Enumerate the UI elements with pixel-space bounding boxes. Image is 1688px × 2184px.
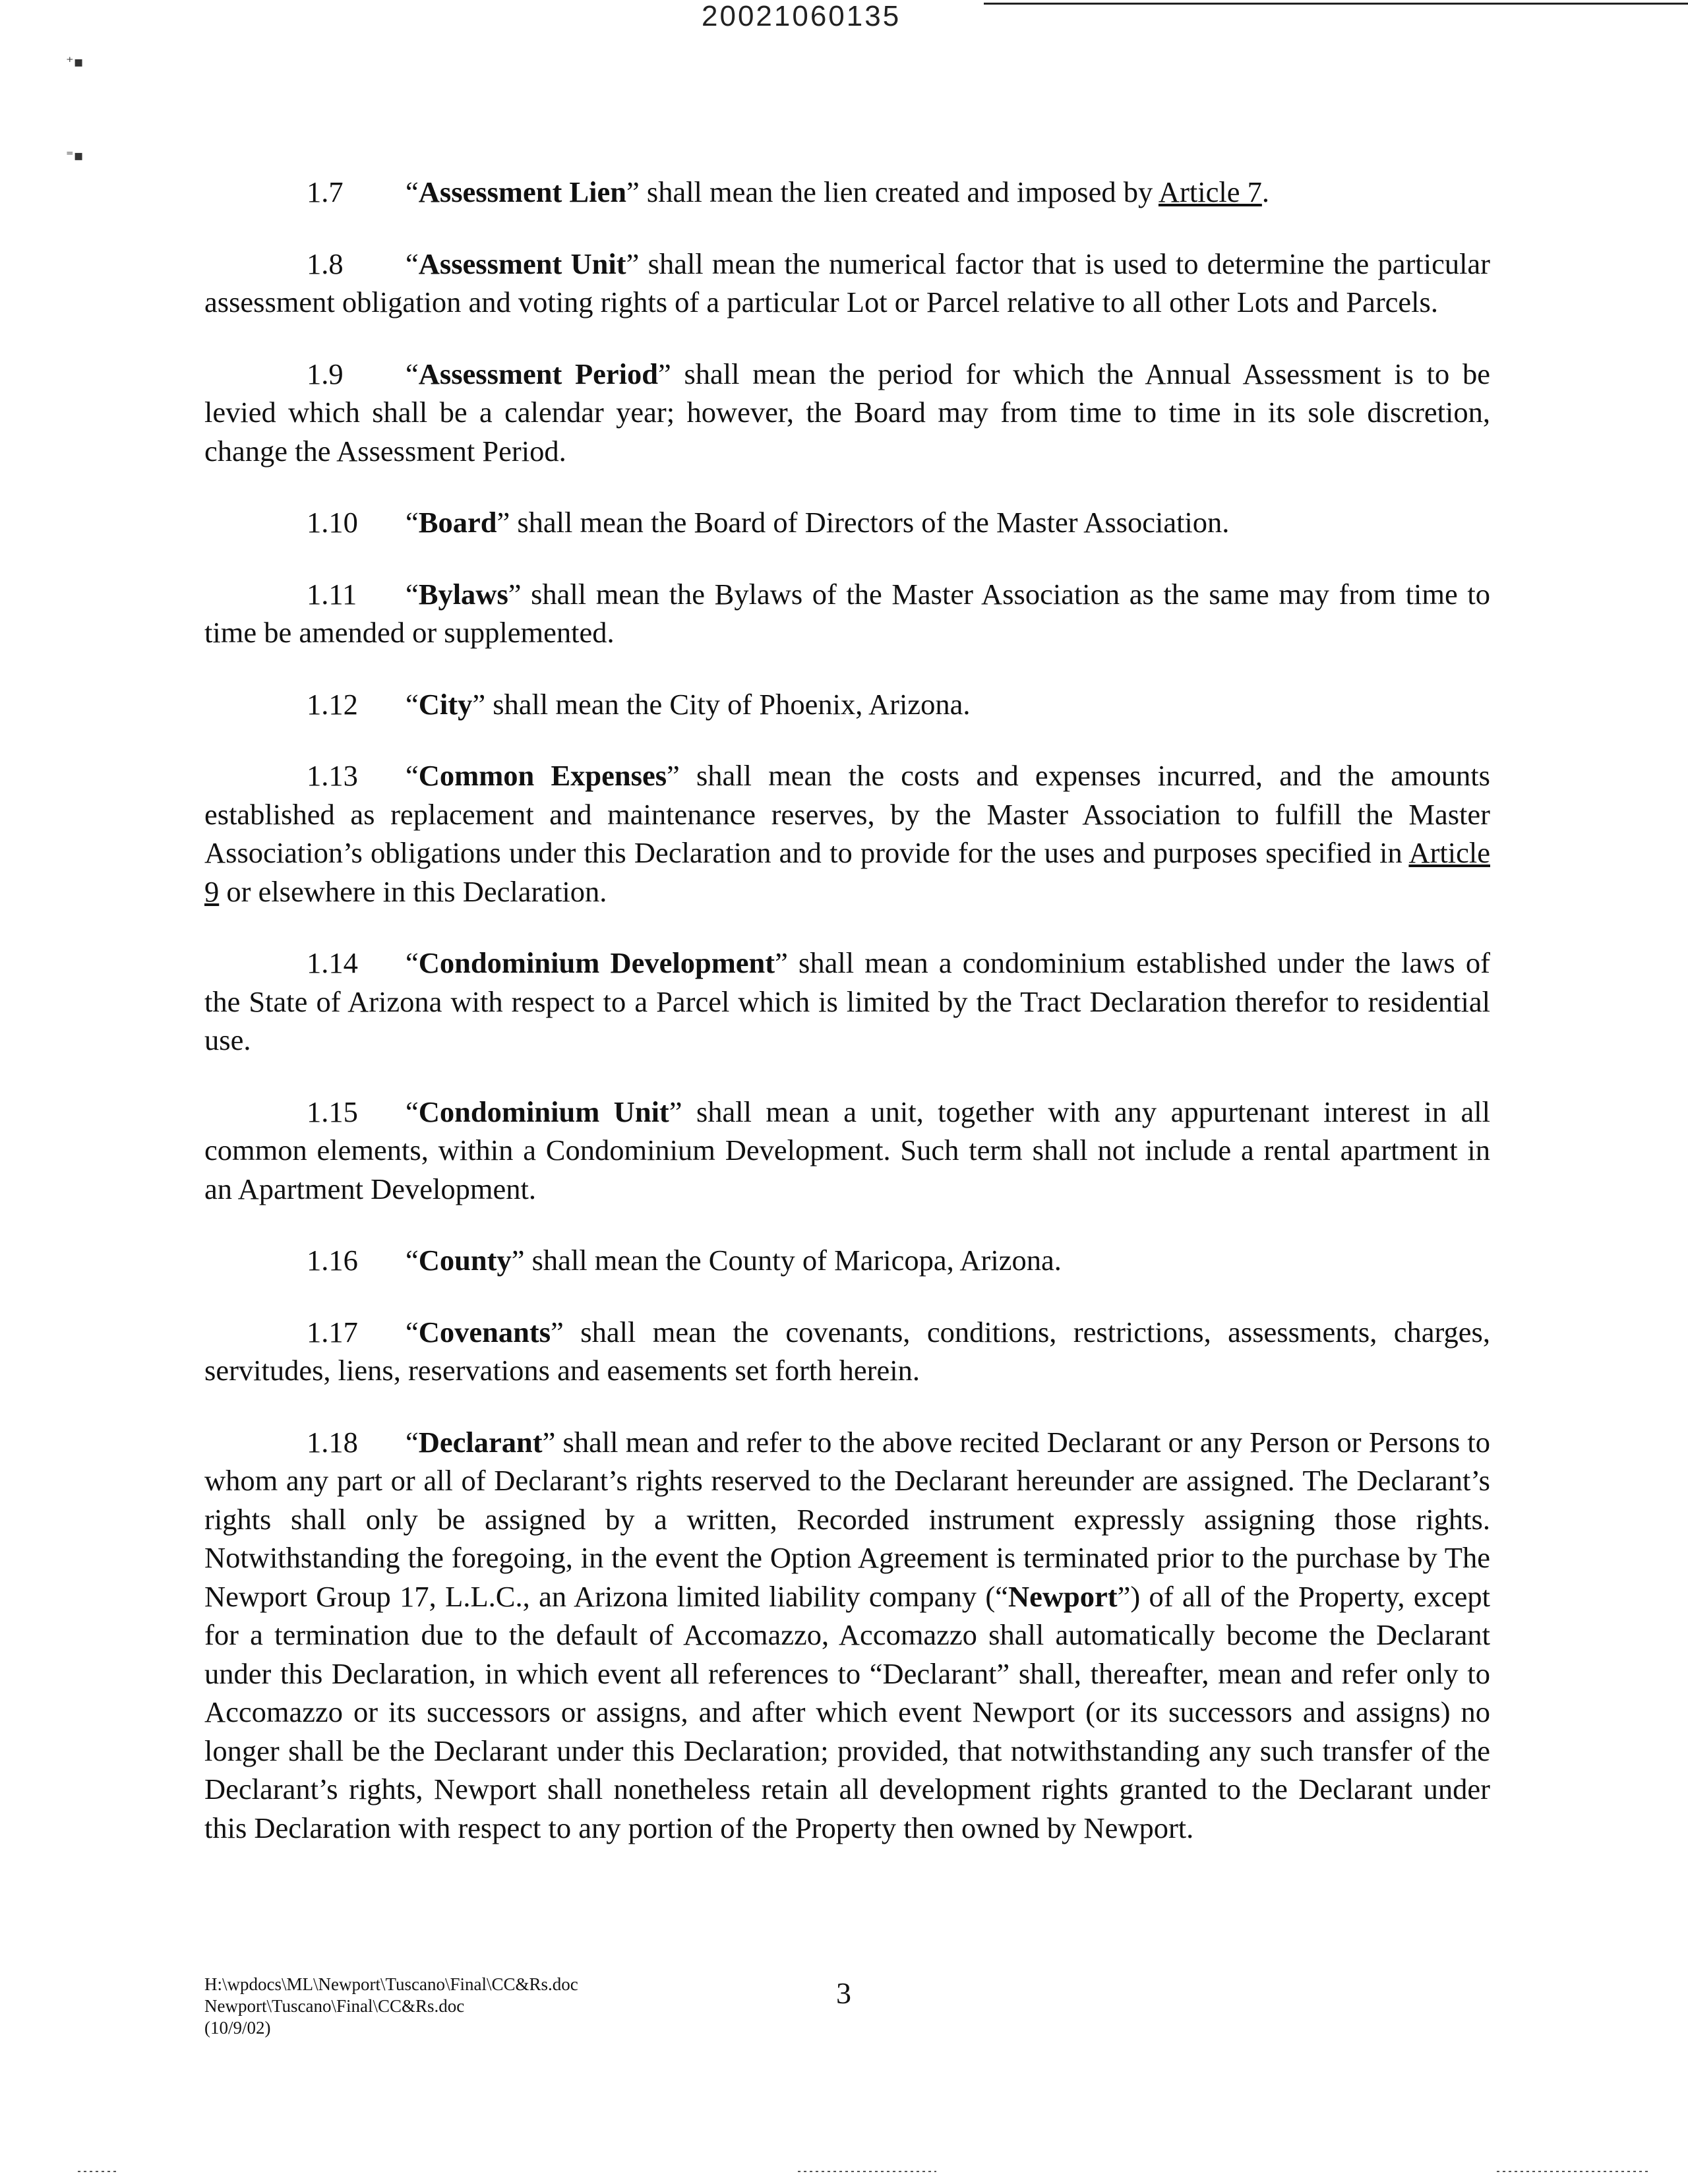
defined-term: Condominium Unit [418,1095,669,1128]
definition-1-9: 1.9 “Assessment Period” shall mean the period for which the Annual Assessment is to be levied which shall be a calendar year; however, the Board may from time to time in its sole discretion, change the Assessment Period. [204,355,1490,471]
footer-file-info [204,1974,578,2039]
scan-noise-center [798,2171,936,2172]
defined-term: City [418,687,473,721]
definition-1-8: 1.8 “Assessment Unit” shall mean the numerical factor that is used to determine the particular assessment obligation and voting rights of a particular Lot or Parcel relative to all other Lots and Parcels. [204,245,1490,322]
document-number: 20021060135 [702,0,901,32]
defined-term: Board [418,506,497,539]
defined-term: Condominium Development [418,946,775,979]
definition-text: shall mean the costs and expenses incurred, and the amounts established as replacement and maintenance reserves, by the Master Association to fulfill the Master Association’s obligations under this Declaration and to provide for the uses and purposes specified in [204,759,1490,869]
section-number: 1.12 [307,687,358,721]
article-reference: Article 7 [1158,175,1262,208]
definition-text: shall mean the County of Maricopa, Arizona. [531,1244,1062,1277]
scan-noise-left [78,2171,117,2172]
defined-term: Assessment Lien [418,175,626,208]
scan-mark-2: ⁼▪ [66,148,84,164]
defined-term: Assessment Unit [418,247,626,280]
definition-text: shall mean the covenants, conditions, restrictions, assessments, charges, servitudes, liens, reservations and easements set forth herein. [204,1315,1490,1387]
footer-path-2: Newport\Tuscano\Final\CC&Rs.doc [204,1996,465,2016]
page-number: 3 [836,1976,851,2010]
definition-text: shall mean the City of Phoenix, Arizona. [493,687,971,721]
footer-date: (10/9/02) [204,2018,271,2038]
definition-1-18: 1.18 “Declarant” shall mean and refer to the above recited Declarant or any Person or Persons to whom any part or all of Declarant’s rights reserved to the Declarant hereunder are assigned. The Declarant’s rights shall only be assigned by a written, Recorded instrument expressly assigning those rights. Notwithstanding the foregoing, in the event the Option Agreement is terminated prior to the purchase by The Newport Group 17, L.L.C., an Arizona limited liability company (“Newport”) of all of the Property, except for a termination due to the default of Accomazzo, Accomazzo shall automatically become the Declarant under this Declaration, in which event all references to “Declarant” shall, thereafter, mean and refer only to Accomazzo or its successors or assigns, and after which event Newport (or its successors and assigns) no longer shall be the Declarant under this Declaration; provided, that notwithstanding any such transfer of the Declarant’s rights, Newport shall nonetheless retain all development rights granted to the Declarant under this Declaration with respect to any portion of the Property then owned by Newport. [204,1423,1490,1848]
section-number: 1.10 [307,506,358,539]
definition-1-10: 1.10 “Board” shall mean the Board of Directors of the Master Association. [204,503,1490,542]
scan-noise-right [1497,2171,1648,2172]
definition-1-17: 1.17 “Covenants” shall mean the covenants, conditions, restrictions, assessments, charges, servitudes, liens, reservations and easements set forth herein. [204,1313,1490,1390]
section-number: 1.18 [307,1425,358,1459]
section-number: 1.8 [307,247,344,280]
header-rule [984,3,1688,5]
defined-term: County [418,1244,512,1277]
defined-term: Covenants [418,1315,551,1349]
definition-text-end: . [1261,175,1269,208]
section-number: 1.7 [307,175,344,208]
definition-text: shall mean the numerical factor that is used to determine the particular assessment obligation and voting rights of a particular Lot or Parcel relative to all other Lots and Parcels. [204,247,1490,318]
inline-defined-term: Newport [1008,1579,1118,1613]
document-body [204,173,1490,1880]
section-number: 1.17 [307,1315,358,1349]
section-number: 1.15 [307,1095,358,1128]
section-number: 1.14 [307,946,358,979]
defined-term: Common Expenses [418,759,667,792]
section-number: 1.9 [307,357,344,390]
defined-term: Assessment Period [418,357,659,390]
definition-text: shall mean the Bylaws of the Master Association as the same may from time to time be amended or supplemented. [204,577,1490,649]
definition-text: shall mean a condominium established under the laws of the State of Arizona with respect to a Parcel which is limited by the Tract Declaration therefor to residential use. [204,946,1490,1056]
scan-mark-1: ⁺▪ [66,54,84,71]
definition-text: shall mean the lien created and imposed by [646,175,1159,208]
definition-text: shall mean and refer to the above recited Declarant or any Person or Persons to whom any part or all of Declarant’s rights reserved to the Declarant hereunder are assigned. The Declarant’s rights shall only be assigned by a written, Recorded instrument expressly assigning those rights. Notwithstanding the foregoing, in the event the Option Agreement is terminated prior to the purchase by The Newport Group 17, L.L.C., an Arizona limited liability company ( [204,1425,1490,1613]
definition-1-14: 1.14 “Condominium Development” shall mean a condominium established under the laws of the State of Arizona with respect to a Parcel which is limited by the Tract Declaration therefor to residential use. [204,944,1490,1060]
definition-1-7: 1.7 “Assessment Lien” shall mean the lien created and imposed by Article 7. [204,173,1490,212]
section-number: 1.13 [307,759,358,792]
footer-path-1: H:\wpdocs\ML\Newport\Tuscano\Final\CC&Rs.doc [204,1974,578,1994]
article-reference: Article 9 [204,836,1490,908]
defined-term: Bylaws [418,577,508,611]
definition-1-12: 1.12 “City” shall mean the City of Phoenix, Arizona. [204,685,1490,724]
definition-1-11: 1.11 “Bylaws” shall mean the Bylaws of the Master Association as the same may from time to time be amended or supplemented. [204,575,1490,652]
definition-text: shall mean the Board of Directors of the Master Association. [517,506,1230,539]
definition-1-16: 1.16 “County” shall mean the County of Maricopa, Arizona. [204,1241,1490,1280]
defined-term: Declarant [418,1425,543,1459]
section-number: 1.16 [307,1244,358,1277]
definition-text: shall mean the period for which the Annual Assessment is to be levied which shall be a calendar year; however, the Board may from time to time in its sole discretion, change the Assessment Period. [204,357,1490,468]
definition-text: shall mean a unit, together with any appurtenant interest in all common elements, within a Condominium Development. Such term shall not include a rental apartment in an Apartment Development. [204,1095,1490,1205]
section-number: 1.11 [307,577,357,611]
definition-text-end: or elsewhere in this Declaration. [219,874,607,908]
definition-1-15: 1.15 “Condominium Unit” shall mean a unit, together with any appurtenant interest in all common elements, within a Condominium Development. Such term shall not include a rental apartment in an Apartment Development. [204,1093,1490,1209]
definition-text-end: ) of all of the Property, except for a termination due to the default of Accomazzo, Accomazzo shall automatically become the Declarant under this Declaration, in which event all references to “Declarant” shall, thereafter, mean and refer only to Accomazzo or its successors or assigns, and after which event Newport (or its successors and assigns) no longer shall be the Declarant under this Declaration; provided, that notwithstanding any such transfer of the Declarant’s rights, Newport shall nonetheless retain all development rights granted to the Declarant under this Declaration with respect to any portion of the Property then owned by Newport. [204,1579,1490,1844]
definition-1-13: 1.13 “Common Expenses” shall mean the costs and expenses incurred, and the amounts established as replacement and maintenance reserves, by the Master Association to fulfill the Master Association’s obligations under this Declaration and to provide for the uses and purposes specified in Article 9 or elsewhere in this Declaration. [204,756,1490,911]
